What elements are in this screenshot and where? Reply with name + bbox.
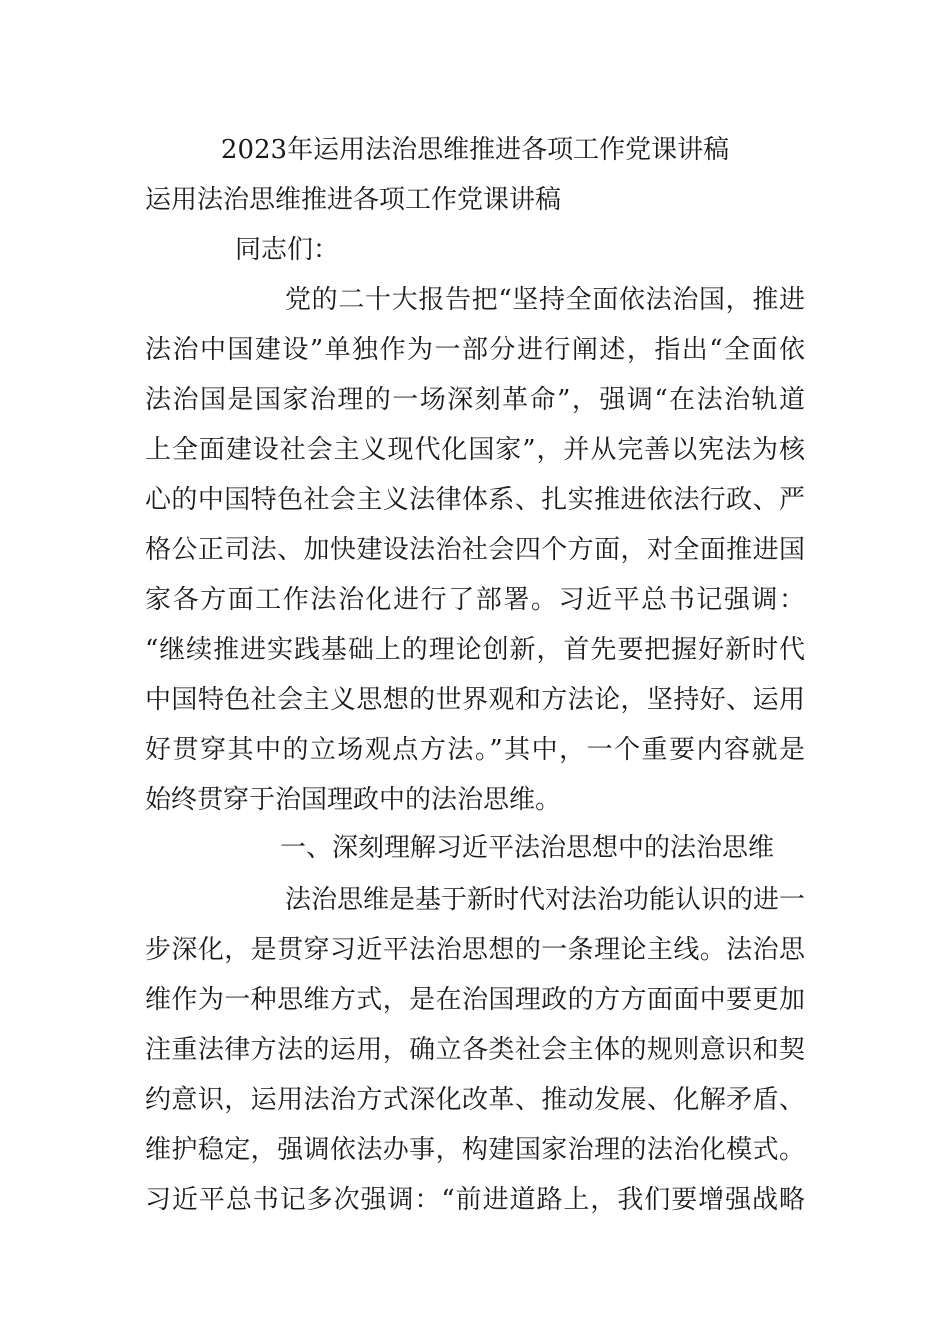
paragraph-line: 法治中国建设”单独作为一部分进行阐述，指出“全面依 xyxy=(145,335,805,365)
paragraph-line: 法治思维是基于新时代对法治功能认识的进一 xyxy=(285,885,806,915)
salutation: 同志们： xyxy=(235,235,340,265)
paragraph-line: 家各方面工作法治化进行了部署。习近平总书记强调： xyxy=(145,585,805,615)
paragraph-line: 党的二十大报告把“坚持全面依法治国，推进 xyxy=(285,285,805,315)
paragraph-line: 格公正司法、加快建设法治社会四个方面，对全面推进国 xyxy=(145,535,805,565)
paragraph-line: 始终贯穿于治国理政中的法治思维。 xyxy=(145,785,562,815)
paragraph-line: “继续推进实践基础上的理论创新，首先要把握好新时代 xyxy=(145,635,805,665)
paragraph-line: 维护稳定，强调依法办事，构建国家治理的法治化模式。 xyxy=(145,1135,805,1165)
paragraph-line: 心的中国特色社会主义法律体系、扎实推进依法行政、严 xyxy=(145,485,805,515)
paragraph-line: 注重法律方法的运用，确立各类社会主体的规则意识和契 xyxy=(145,1035,805,1065)
section-heading: 一、深刻理解习近平法治思想中的法治思维 xyxy=(280,833,775,863)
paragraph-line: 维作为一种思维方式，是在治国理政的方方面面中要更加 xyxy=(145,985,805,1015)
paragraph-line: 约意识，运用法治方式深化改革、推动发展、化解矛盾、 xyxy=(145,1085,805,1115)
paragraph-line: 步深化，是贯穿习近平法治思想的一条理论主线。法治思 xyxy=(145,935,805,965)
paragraph-line: 法治国是国家治理的一场深刻革命”，强调“在法治轨道 xyxy=(145,385,805,415)
document-subtitle: 运用法治思维推进各项工作党课讲稿 xyxy=(145,185,562,215)
document-title: 2023年运用法治思维推进各项工作党课讲稿 xyxy=(220,135,730,165)
paragraph-line: 中国特色社会主义思想的世界观和方法论，坚持好、运用 xyxy=(145,685,805,715)
paragraph-line: 上全面建设社会主义现代化国家”，并从完善以宪法为核 xyxy=(145,435,805,465)
paragraph-line: 好贯穿其中的立场观点方法。”其中，一个重要内容就是 xyxy=(145,735,805,765)
paragraph-line: 习近平总书记多次强调：“前进道路上，我们要增强战略 xyxy=(145,1185,805,1215)
